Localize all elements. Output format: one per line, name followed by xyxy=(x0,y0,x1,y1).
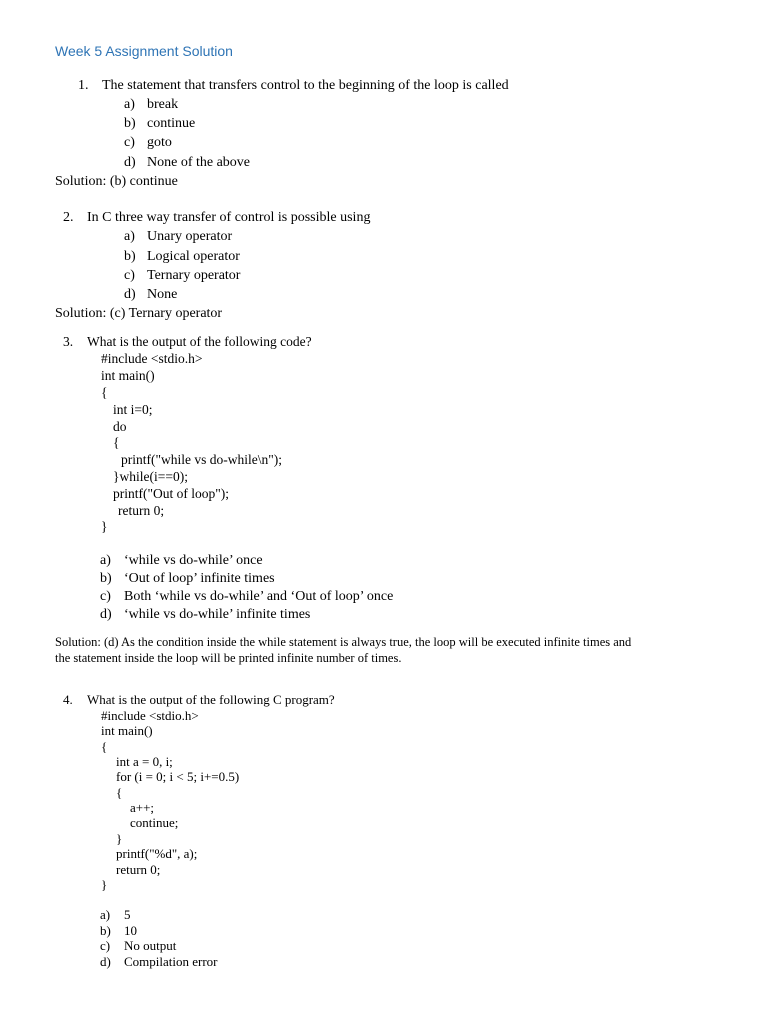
option-text: Unary operator xyxy=(147,229,233,244)
code-line: printf("Out of loop"); xyxy=(113,486,230,501)
code-line: #include <stdio.h> xyxy=(101,708,199,723)
option-letter: d) xyxy=(100,607,112,622)
option-letter: c) xyxy=(124,135,135,150)
page-title: Week 5 Assignment Solution xyxy=(55,43,233,59)
code-line: } xyxy=(101,519,108,534)
option-text: ‘Out of loop’ infinite times xyxy=(124,571,275,586)
option-letter: b) xyxy=(124,249,136,264)
option-letter: d) xyxy=(124,155,136,170)
option-text: break xyxy=(147,97,179,112)
option-letter: a) xyxy=(124,229,135,244)
code-line: { xyxy=(113,435,120,450)
code-line: } xyxy=(116,831,123,846)
option-letter: c) xyxy=(124,268,135,283)
option-letter: a) xyxy=(124,97,135,112)
code-line: do xyxy=(113,419,127,434)
code-line: int main() xyxy=(101,368,155,383)
code-line: int main() xyxy=(101,723,153,738)
code-line: { xyxy=(116,785,123,800)
question-number: 2. xyxy=(63,210,74,225)
solution-text: Solution: (c) Ternary operator xyxy=(55,306,223,321)
code-line: int a = 0, i; xyxy=(116,754,173,769)
option-text: Ternary operator xyxy=(147,268,241,283)
option-letter: a) xyxy=(100,553,111,568)
option-letter: d) xyxy=(124,287,136,302)
code-line: return 0; xyxy=(116,862,161,877)
solution-text-continued: the statement inside the loop will be printed infinite number of times. xyxy=(55,651,402,665)
question-text: What is the output of the following C program? xyxy=(87,692,335,707)
code-line: printf("%d", a); xyxy=(116,846,198,861)
option-text: ‘while vs do-while’ once xyxy=(124,553,263,568)
code-line: return 0; xyxy=(118,503,165,518)
option-letter: d) xyxy=(100,954,111,969)
code-line: { xyxy=(101,739,108,754)
option-letter: b) xyxy=(124,116,136,131)
option-letter: c) xyxy=(100,938,111,953)
option-letter: b) xyxy=(100,923,111,938)
question-number: 3. xyxy=(63,334,74,349)
option-text: Both ‘while vs do-while’ and ‘Out of loop’ once xyxy=(124,589,394,604)
code-line: continue; xyxy=(130,815,179,830)
option-text: continue xyxy=(147,116,196,131)
code-line: }while(i==0); xyxy=(113,469,188,484)
code-line: #include <stdio.h> xyxy=(101,351,203,366)
option-letter: b) xyxy=(100,571,112,586)
question-text: The statement that transfers control to the beginning of the loop is called xyxy=(102,78,509,93)
option-text: None xyxy=(147,287,178,302)
option-text: Compilation error xyxy=(124,954,218,969)
question-number: 4. xyxy=(63,692,73,707)
code-line: int i=0; xyxy=(113,402,153,417)
option-text: 5 xyxy=(124,907,131,922)
code-line: printf("while vs do-while\n"); xyxy=(121,452,282,467)
option-text: Logical operator xyxy=(147,249,240,264)
code-line: for (i = 0; i < 5; i+=0.5) xyxy=(116,769,240,784)
question-text: In C three way transfer of control is possible using xyxy=(87,210,371,225)
option-text: 10 xyxy=(124,923,137,938)
question-text: What is the output of the following code? xyxy=(87,334,312,349)
option-text: None of the above xyxy=(147,155,251,170)
solution-text: Solution: (d) As the condition inside the while statement is always true, the loop will be executed infinite times and xyxy=(55,635,632,649)
code-line: { xyxy=(101,385,108,400)
option-letter: a) xyxy=(100,907,111,922)
option-text: goto xyxy=(147,135,172,150)
code-line: } xyxy=(101,877,108,892)
option-text: ‘while vs do-while’ infinite times xyxy=(124,607,311,622)
solution-text: Solution: (b) continue xyxy=(55,174,178,189)
code-line: a++; xyxy=(130,800,155,815)
option-text: No output xyxy=(124,938,177,953)
question-number: 1. xyxy=(78,78,89,93)
option-letter: c) xyxy=(100,589,111,604)
